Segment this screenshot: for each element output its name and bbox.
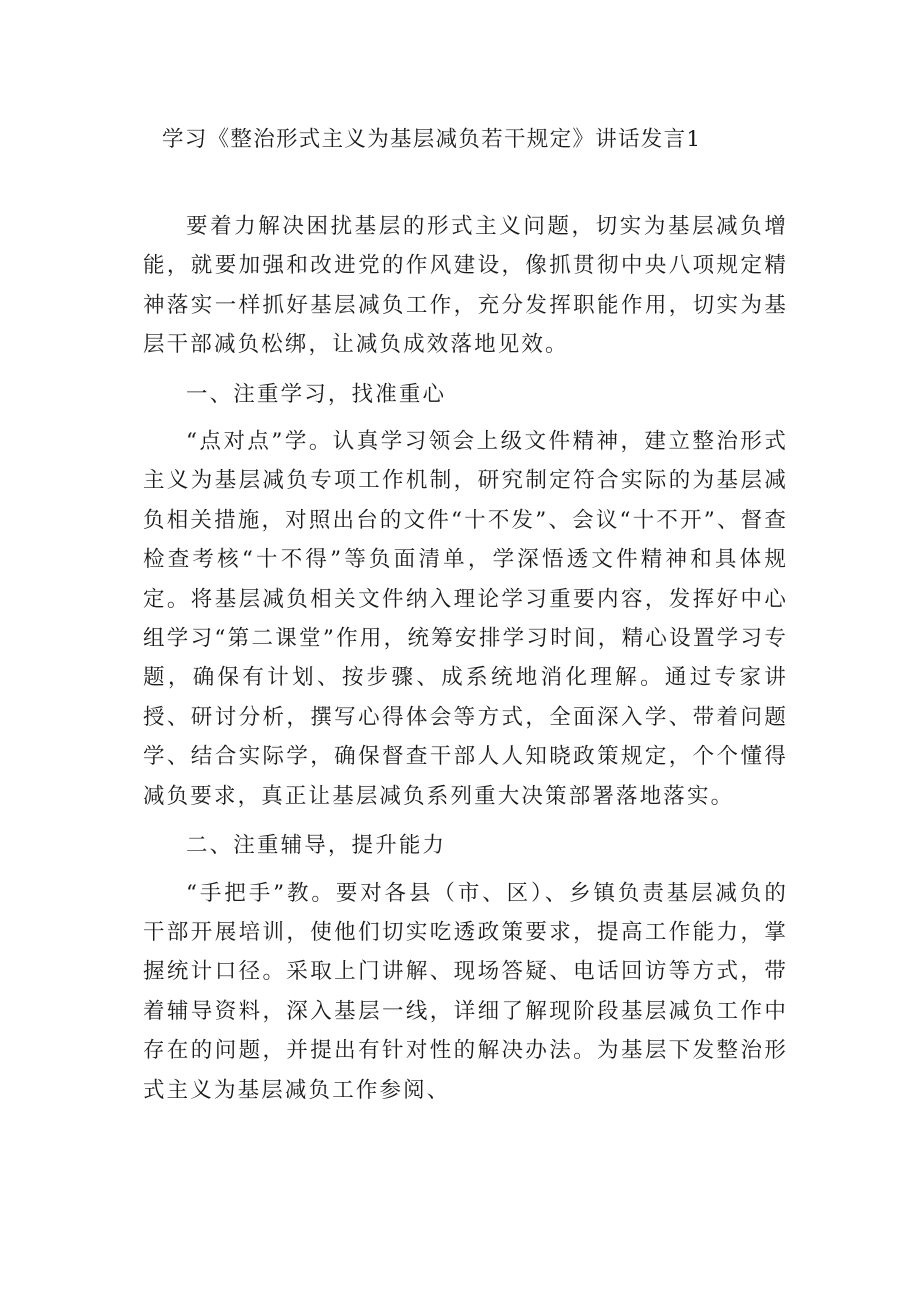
section-heading-1: 一、注重学习，找准重心	[186, 381, 447, 407]
section-2-paragraph: “手把手”教。要对各县（市、区）、乡镇负责基层减负的干部开展培训，使他们切实吃透政策要求，提高工作能力，掌握统计口径。采取上门讲解、现场答疑、电话回访等方式，带着辅导资料，深入基层一线，详细了解现阶段基层减负工作中存在的问题，并提出有针对性的解决办法。为基层下发整治形式主义为基层减负工作参阅、	[143, 880, 788, 1103]
section-1-paragraph: “点对点”学。认真学习领会上级文件精神，建立整治形式主义为基层减负专项工作机制，研究制定符合实际的为基层减负相关措施，对照出台的文件“十不发”、会议“十不开”、督查检查考核“十不得”等负面清单，学深悟透文件精神和具体规定。将基层减负相关文件纳入理论学习重要内容，发挥好中心组学习“第二课堂”作用，统筹安排学习时间，精心设置学习专题，确保有计划、按步骤、成系统地消化理解。通过专家讲授、研讨分析，撰写心得体会等方式，全面深入学、带着问题学、结合实际学，确保督查干部人人知晓政策规定，个个懂得减负要求，真正让基层减负系列重大决策部署落地落实。	[143, 429, 788, 809]
section-heading-2: 二、注重辅导，提升能力	[186, 833, 447, 859]
document-body	[143, 207, 788, 1110]
document-title: 学习《整治形式主义为基层减负若干规定》讲话发言1	[162, 127, 702, 152]
intro-paragraph: 要着力解决困扰基层的形式主义问题，切实为基层减负增能，就要加强和改进党的作风建设，像抓贯彻中央八项规定精神落实一样抓好基层减负工作，充分发挥职能作用，切实为基层干部减负松绑，让减负成效落地见效。	[143, 214, 788, 358]
